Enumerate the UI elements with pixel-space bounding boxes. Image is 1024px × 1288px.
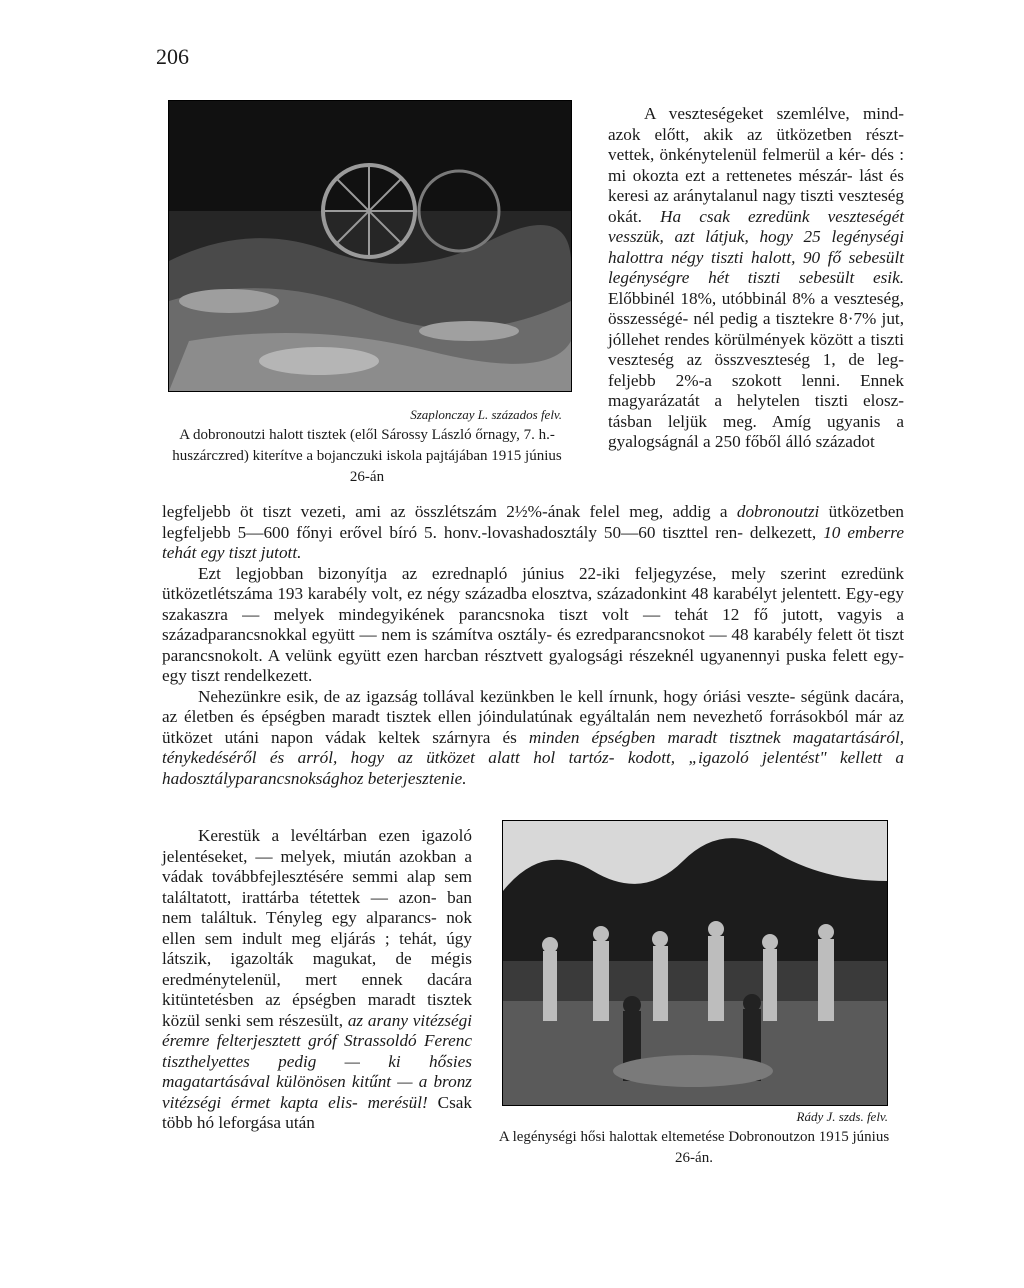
top-photo-caption-text: A dobronoutzi halott tisztek (elől Sárossy László őrnagy, 7. h.-huszárczred) kiterítve a bojanczuki iskola pajtájában 1915 június 26-án [172, 427, 562, 485]
top-photo-credit: Szaplonczay L. százados felv. [410, 407, 562, 422]
full-width-text [162, 502, 904, 789]
bottom-photo-credit: Rády J. szds. felv. [796, 1109, 888, 1124]
italic-text-run: minden épségben maradt tisztnek magatartásáról, ténykedéséről és arról, hogy az ütközet alatt hol tartóz- kodott, „igazoló jelentést" kellett a hadosztályparancsnoksághoz beterjesztenie. [162, 727, 904, 788]
battlefield-photo [168, 100, 572, 392]
text-run: ütközetben legfeljebb 5—600 főnyi erővel bíró 5. honv.-lovashadosztály 50—60 tiszttel ren- delkezett, [162, 502, 905, 542]
paragraph [162, 687, 904, 790]
paragraph [162, 502, 904, 564]
text-run: A veszteségeket szemlélve, mind- azok előtt, akik az ütközetben részt- vettek, önkénytelenül felmerül a kér- dés : mi okozta ezt a rettenetes mészár- lást és keresi az aránytalanul nagy tiszti veszteség okát. [608, 104, 904, 226]
right-column-text [608, 104, 904, 453]
text-run: Csak több hó leforgása után [162, 1092, 473, 1132]
page-number: 206 [156, 44, 189, 69]
bottom-photo-caption [498, 1106, 890, 1169]
burial-photo-icon [503, 821, 887, 1105]
text-run: Előbbinél 18%, utóbbinál 8% a veszteség, összességé- nél pedig a tisztekre 8·7% jut, jóllehet rendes körülmények között a tiszti veszteség az összveszteség 1, de leg- feljebb 2%-a szokott lenni. Ennek magyarázatát a helytelen tiszti elosz- tásban leljük meg. Amíg ugyanis a gyalogságnál a 250 főből álló századot [608, 288, 904, 451]
text-run: Kerestük a levéltárban ezen igazoló jelentéseket, — melyek, miután azokban a vádak továbbfejlesztésére semmi alap sem találtatott, irattárba tétettek — azon- ban nem találtuk. Tényleg egy alparancs- nok ellen sem indult meg eljárás ; tehát, úgy látszik, igazolták magukat, de mégis eredménytelenül, mert ennek dacára kitüntetésben az épségben maradt tisztek közül senki sem részesült, [162, 826, 472, 1030]
burial-photo [502, 820, 888, 1106]
italic-text-run: Ha csak ezredünk veszteségét vesszük, azt látjuk, hogy 25 legénységi halottra négy tiszti halott, 90 fő sebesült legénységre hét tiszti sebesült esik. [608, 206, 904, 287]
battlefield-photo-icon [169, 101, 571, 391]
paragraph: Ezt legjobban bizonyítja az ezrednapló június 22-iki feljegyzése, mely szerint ezredünk ütközetlétszáma 193 karabély volt, ez négy századba elosztva, századonkint 48 karabélyt jelentett. Egy-egy szakaszra — melyek mindegyikének parancsnoka tiszt volt — tehát 12 fő jutott, vagyis a századparancsnokkal együtt — nem is számítva osztály- és ezredparancsnokot — 48 karabély felett öt tiszt parancsnokolt. A velünk együtt ezen harcban résztvett gyalogsági részeknél ugyanennyi puska felett egy-egy tiszt rendelkezett. [162, 563, 904, 685]
text-run: legfeljebb öt tiszt vezeti, ami az összlétszám 2½%-ának felel meg, addig a [162, 502, 737, 521]
bottom-photo-caption-text: A legénységi hősi halottak eltemetése Dobronoutzon 1915 június 26-án. [498, 1129, 890, 1166]
left-column-text [162, 826, 472, 1134]
italic-text-run: 10 emberre tehát egy tiszt jutott. [162, 522, 904, 562]
paragraph [608, 104, 904, 453]
italic-text-run: az arany vitézségi éremre felterjesztett gróf Strassoldó Ferenc tiszthelyettes pedig — ki hősies magatartásával különösen kitűnt — a bronz vitézségi érmet kapta elis- merésül! [162, 1010, 472, 1112]
text-run: Nehezünkre esik, de az igazság tollával kezünkben le kell írnunk, hogy óriási veszte- ségünk dacára, az életben és épségben maradt tisztek ellen jóindulatúnak egyáltalán nem nevezhető forrásokból már az ütközet utáni napon vádak keltek szárnyra és [162, 686, 904, 747]
italic-text-run: dobronoutzi [736, 502, 820, 521]
paragraph [162, 826, 472, 1134]
top-photo-caption [162, 404, 572, 488]
